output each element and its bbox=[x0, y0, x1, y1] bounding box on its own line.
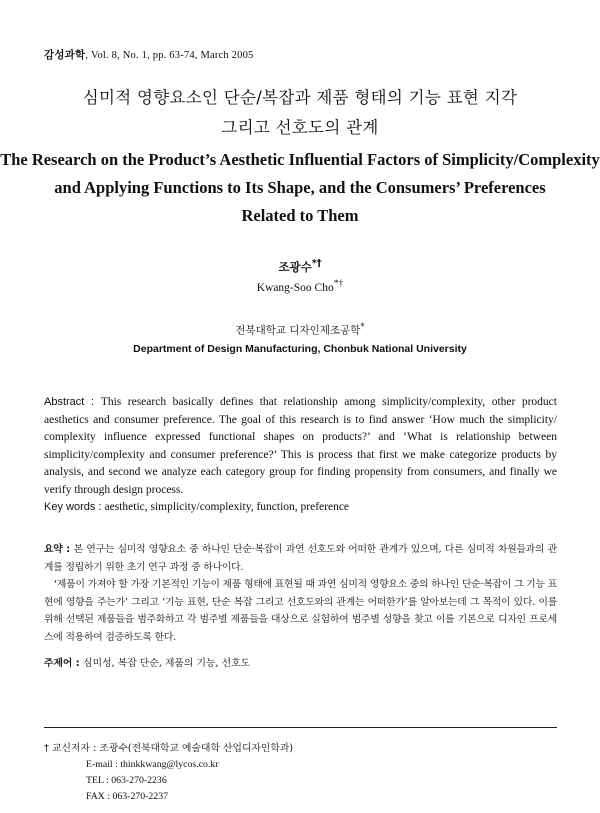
keywords-label: Key words : bbox=[44, 501, 105, 513]
footnote-fax: FAX : 063-270-2237 bbox=[86, 791, 169, 802]
footnote-mark: † bbox=[44, 743, 49, 754]
author-english bbox=[0, 278, 600, 294]
english-title-line-3: Related to Them bbox=[241, 206, 359, 225]
abstract-text: This research basically defines that relationship among simplicity/complexity, other product aesthetics and consumer preference. The goal of this research is to find answer ‘How much the simplicity/ complexity influence expressed functional shapes on products?’ and ‘What is relationship between simplicity/complexity and consumer preference?’ This is process that first we make categorize products by analysis, and second we analyze each category group for finding propensity from consumers, and finally we verify through design process. bbox=[44, 396, 557, 496]
korean-title-line-2: 그리고 선호도의 관계 bbox=[221, 118, 379, 137]
footnote-email: E-mail : thinkkwang@lycos.co.kr bbox=[86, 759, 219, 770]
english-title-line-2: and Applying Functions to Its Shape, and the Consumers’ Preferences bbox=[54, 178, 546, 197]
affiliation-mark: * bbox=[360, 322, 365, 332]
affiliation-korean bbox=[0, 322, 600, 338]
korean-summary bbox=[44, 541, 557, 647]
author-mark-ko: *† bbox=[311, 258, 322, 269]
author-name-ko: 조광수 bbox=[278, 259, 312, 274]
footnote-divider bbox=[44, 727, 557, 728]
journal-name: 감성과학 bbox=[44, 49, 86, 61]
footnote-corresponding: 교신저자 : 조광수(전북대학교 예술대학 산업디자인학과) bbox=[52, 743, 294, 754]
footnote bbox=[44, 741, 293, 805]
author-mark-en: *† bbox=[333, 278, 344, 289]
korean-keywords-text: 심미성, 복잡 단순, 제품의 기능, 선호도 bbox=[83, 658, 251, 669]
english-title-line-1: The Research on the Product’s Aesthetic Influential Factors of Simplicity/Complexity bbox=[0, 150, 600, 169]
summary-paragraph-1 bbox=[44, 541, 557, 576]
summary-p1-text: 본 연구는 심미적 영향요소 중 하나인 단순·복잡이 과연 선호도와 어떠한 관계가 있으며, 다른 심미적 차원들과의 관계를 정립하기 위한 초기 연구 과정 중 하나이다. bbox=[44, 544, 557, 573]
korean-keywords bbox=[44, 655, 557, 669]
author-korean bbox=[0, 258, 600, 275]
summary-label: 요약 : bbox=[44, 544, 74, 555]
journal-info: , Vol. 8, No. 1, pp. 63-74, March 2005 bbox=[85, 50, 254, 61]
affiliation-ko-text: 전북대학교 디자인제조공학 bbox=[235, 324, 361, 337]
summary-paragraph-2: ‘제품이 가져야 할 가장 기본적인 기능이 제품 형태에 표현될 때 과연 심미적 영향요소 중의 하나인 단순·복잡이 그 기능 표현에 영향을 주는가’ 그리고 ‘기능 표현, 단순 복잡 그리고 선호도와의 관계는 어떠한가’를 알아보는데 그 목적이 있다. 이를 위해 선택된 제품들을 범주화하고 각 범주별 제품들을 대상으로 실험하여 범주별 성향을 찾고 이를 기본으로 디자인 프로세스에 적용하여 검증하도록 한다. bbox=[44, 579, 557, 643]
abstract-label: Abstract : bbox=[44, 396, 101, 408]
korean-keywords-label: 주제어 : bbox=[44, 658, 84, 669]
keywords-text: aesthetic, simplicity/complexity, function, preference bbox=[104, 501, 350, 513]
journal-header bbox=[44, 47, 253, 62]
footnote-tel: TEL : 063-270-2236 bbox=[86, 775, 167, 786]
korean-title-line-1: 심미적 영향요소인 단순/복잡과 제품 형태의 기능 표현 지각 bbox=[82, 88, 518, 107]
affiliation-english: Department of Design Manufacturing, Chonbuk National University bbox=[133, 343, 467, 355]
keywords bbox=[44, 501, 557, 513]
author-name-en: Kwang-Soo Cho bbox=[256, 281, 334, 294]
abstract bbox=[44, 394, 557, 500]
footnote-corresponding-row bbox=[44, 741, 293, 757]
